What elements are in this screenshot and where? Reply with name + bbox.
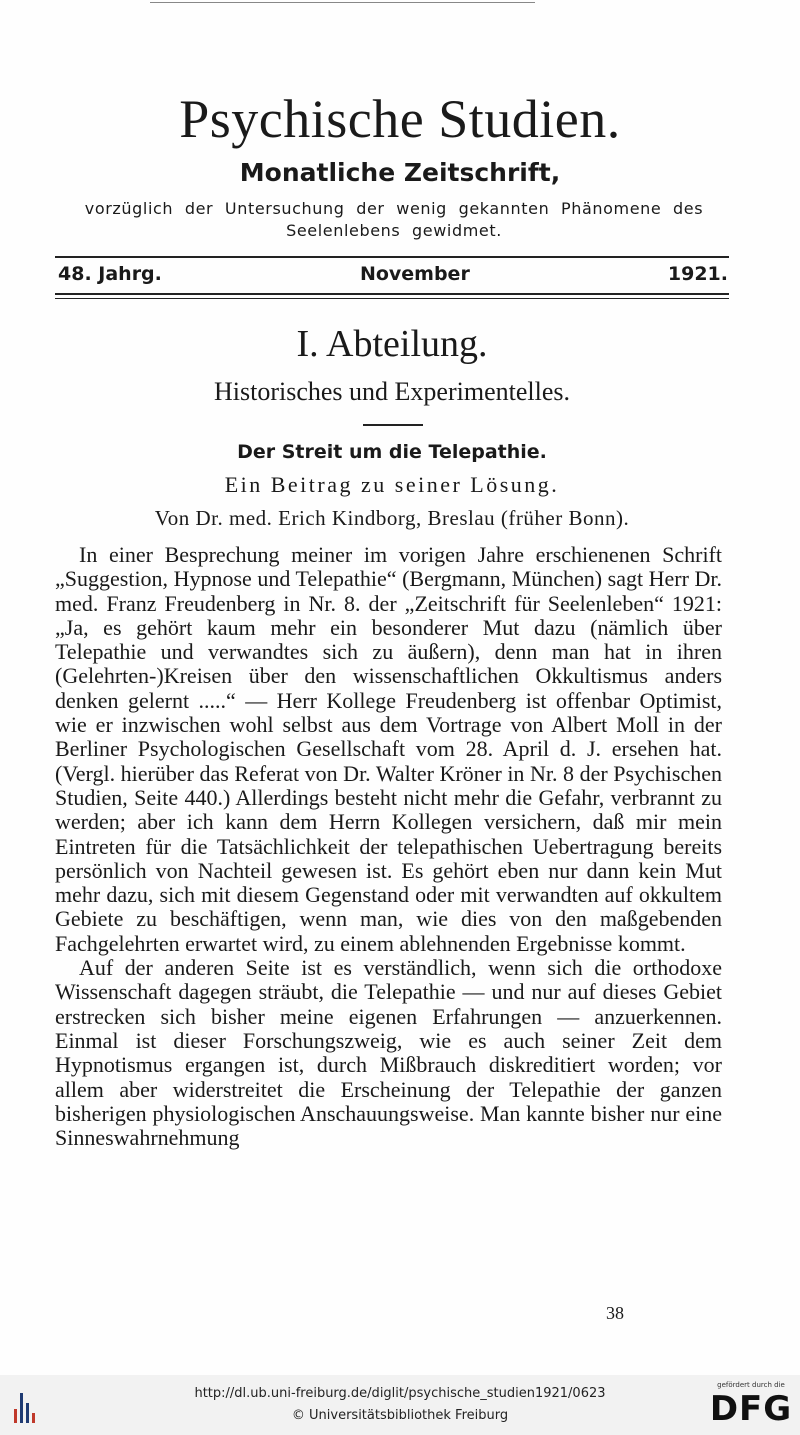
viewer-footer: [0, 1375, 800, 1435]
dfg-logo: DFG: [709, 1389, 793, 1429]
issue-info-bar: [58, 263, 728, 285]
journal-tagline: vorzüglich der Untersuchung der wenig gekannten Phänomene des Seelenlebens gewidmet.: [84, 199, 704, 240]
header-rule-bottom: [55, 293, 729, 295]
section-title: I. Abteilung.: [296, 323, 488, 365]
page-number: 38: [606, 1303, 624, 1323]
journal-title: Psychische Studien.: [179, 89, 621, 149]
top-edge-rule: [150, 2, 535, 3]
header-rule-top: [55, 256, 729, 258]
header-rule-bottom-thin: [55, 298, 729, 299]
paragraph: Auf der anderen Seite ist es verständlich, wenn sich die orthodoxe Wissenschaft dagegen sträubt, die Telepathie — und nur auf dieses Gebiet erstrecken sich bisher meine eigenen Erfahrungen — anzuerkennen. Einmal ist dieser Forschungszweig, wie es auch seiner Zeit dem Hypnotismus ergangen ist, durch Mißbrauch diskreditiert worden; vor allem aber widerstreitet die Erscheinung der Telepathie der ganzen bisherigen physiologischen Anschauungsweise. Man kannte bisher nur eine Sinneswahrnehmung: [55, 955, 722, 1151]
copyright-text: © Universitätsbibliothek Freiburg: [291, 1408, 509, 1423]
source-url-link[interactable]: http://dl.ub.uni-freiburg.de/diglit/psychische_studien1921/0623: [194, 1386, 606, 1401]
paragraph: In einer Besprechung meiner im vorigen Jahre erschienenen Schrift „Suggestion, Hypnose und Telepathie“ (Bergmann, München) sagt Herr Dr. med. Franz Freudenberg in Nr. 8. der „Zeitschrift für Seelenleben“ 1921: „Ja, es gehört kaum mehr ein besonderer Mut dazu (nämlich über Telepathie und verwandtes sich zu äußern), denn man hat in ihren (Gelehrten-)Kreisen über den wissenschaftlichen Okkultismus anders denken gelernt .....“ — Herr Kollege Freudenberg ist offenbar Optimist, wie er inzwischen wohl selbst aus dem Vortrage von Albert Moll in der Berliner Psychologischen Gesellschaft vom 28. April d. J. ersehen hat. (Vergl. hierüber das Referat von Dr. Walter Kröner in Nr. 8 der Psychischen Studien, Seite 440.) Allerdings besteht nicht mehr die Gefahr, verbrannt zu werden; aber ich kann dem Herrn Kollegen versichern, daß mir mein Eintreten für die Tatsächlichkeit der telepathischen Uebertragung bereits persönlich von Nachteil gewesen ist. Es gehört eben nur dann kein Mut mehr dazu, sich mit diesem Gegenstand oder mit verwandten auf okkultem Gebiete zu beschäftigen, wenn man, wie dies von den maßgebenden Fachgelehrten erwartet wird, zu einem ablehnenden Ergebnisse kommt.: [55, 542, 722, 956]
section-subtitle: Historisches und Experimentelles.: [214, 377, 570, 406]
year-label: 1921.: [667, 263, 728, 285]
month-label: November: [359, 263, 470, 285]
article-title: Der Streit um die Telepathie.: [237, 441, 547, 463]
volume-label: 48. Jahrg.: [58, 263, 162, 285]
article-subtitle: Ein Beitrag zu seiner Lösung.: [224, 472, 560, 497]
article-byline: Von Dr. med. Erich Kindborg, Breslau (früher Bonn).: [154, 506, 630, 530]
funding-note: gefördert durch die: [717, 1381, 785, 1389]
article-body: [55, 543, 722, 1150]
journal-subtitle: Monatliche Zeitschrift,: [239, 158, 561, 187]
section-divider: [363, 424, 423, 426]
